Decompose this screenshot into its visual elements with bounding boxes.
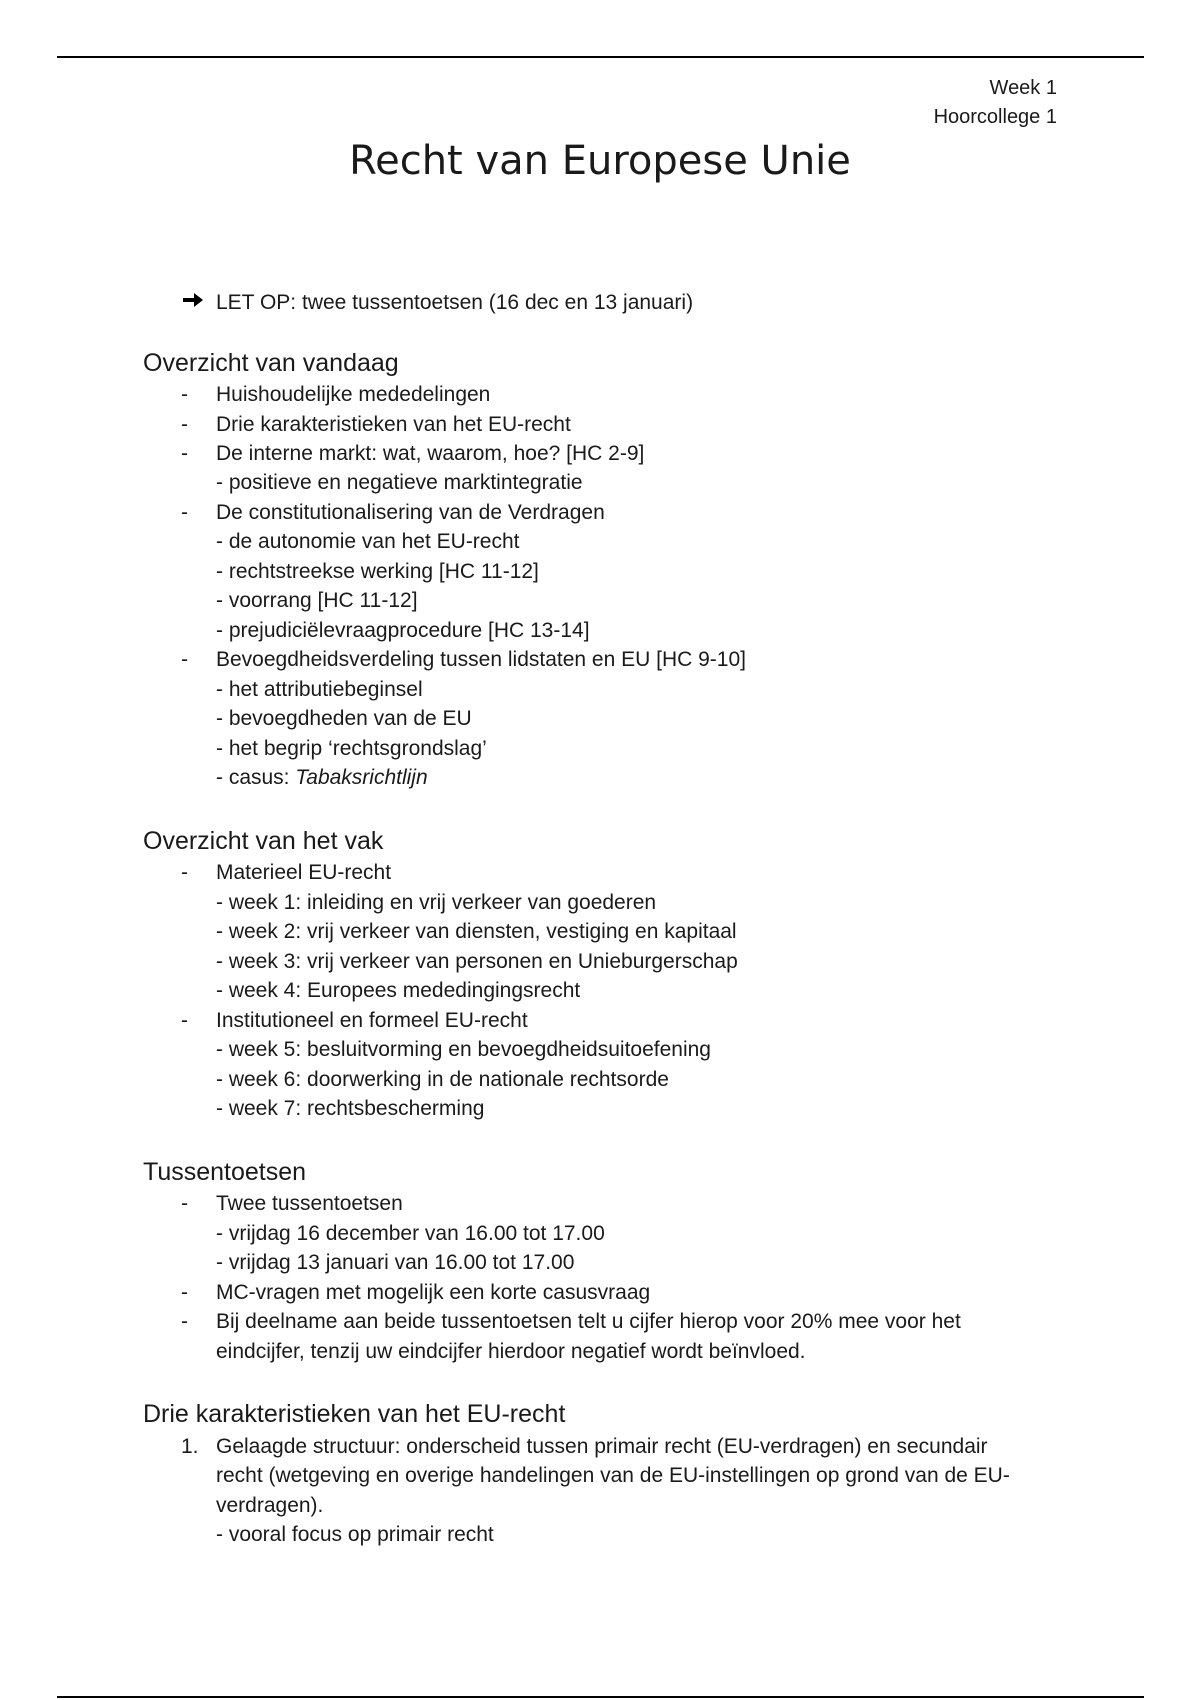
list-item: Drie karakteristieken van het EU-recht bbox=[216, 413, 571, 436]
sub-item: - voorrang [HC 11-12] bbox=[216, 589, 418, 612]
arrow-right-icon bbox=[183, 291, 203, 309]
list-item-continuation: verdragen). bbox=[216, 1494, 324, 1517]
list-item-continuation: eindcijfer, tenzij uw eindcijfer hierdoor negatief wordt beïnvloed. bbox=[216, 1340, 806, 1363]
sub-item: - week 5: besluitvorming en bevoegdheidsuitoefening bbox=[216, 1038, 711, 1061]
sub-item: - week 1: inleiding en vrij verkeer van goederen bbox=[216, 891, 657, 914]
week-label: Week 1 bbox=[989, 77, 1057, 99]
page-header bbox=[934, 74, 1057, 132]
sub-item: - het attributiebeginsel bbox=[216, 678, 423, 701]
list-item-continuation: recht (wetgeving en overige handelingen van de EU-instellingen op grond van de EU- bbox=[216, 1464, 1010, 1487]
sub-item: - week 3: vrij verkeer van personen en Unieburgerschap bbox=[216, 950, 738, 973]
sub-item: - rechtstreekse werking [HC 11-12] bbox=[216, 560, 539, 583]
bullet: - bbox=[181, 501, 188, 524]
casus-name: Tabaksrichtlijn bbox=[295, 766, 428, 789]
heading-vandaag: Overzicht van vandaag bbox=[143, 349, 399, 377]
bullet: - bbox=[181, 861, 188, 884]
heading-vak: Overzicht van het vak bbox=[143, 827, 384, 855]
sub-item: - week 4: Europees mededingingsrecht bbox=[216, 979, 581, 1002]
bottom-rule bbox=[57, 1696, 1144, 1698]
list-number: 1. bbox=[181, 1435, 199, 1458]
top-rule bbox=[57, 56, 1144, 58]
heading-karakteristieken: Drie karakteristieken van het EU-recht bbox=[143, 1400, 566, 1428]
note-text: LET OP: twee tussentoetsen (16 dec en 13 januari) bbox=[216, 291, 694, 314]
bullet: - bbox=[181, 383, 188, 406]
sub-item: - vrijdag 13 januari van 16.00 tot 17.00 bbox=[216, 1251, 575, 1274]
sub-item: - vrijdag 16 december van 16.00 tot 17.00 bbox=[216, 1222, 605, 1245]
bullet: - bbox=[181, 413, 188, 436]
sub-item: - week 2: vrij verkeer van diensten, vestiging en kapitaal bbox=[216, 920, 737, 943]
bullet: - bbox=[181, 1281, 188, 1304]
list-item: De constitutionalisering van de Verdragen bbox=[216, 501, 605, 524]
list-item: Bij deelname aan beide tussentoetsen telt u cijfer hierop voor 20% mee voor het bbox=[216, 1310, 961, 1333]
list-item: Bevoegdheidsverdeling tussen lidstaten en EU [HC 9-10] bbox=[216, 648, 746, 671]
bullet: - bbox=[181, 1009, 188, 1032]
sub-item: - positieve en negatieve marktintegratie bbox=[216, 471, 583, 494]
bullet: - bbox=[181, 1192, 188, 1215]
bullet: - bbox=[181, 442, 188, 465]
bullet: - bbox=[181, 648, 188, 671]
sub-item: - week 6: doorwerking in de nationale rechtsorde bbox=[216, 1068, 669, 1091]
heading-tussentoetsen: Tussentoetsen bbox=[143, 1158, 307, 1186]
casus-label: - casus: bbox=[216, 766, 296, 789]
list-item: De interne markt: wat, waarom, hoe? [HC 2-9] bbox=[216, 442, 645, 465]
bullet: - bbox=[181, 1310, 188, 1333]
list-item: Huishoudelijke mededelingen bbox=[216, 383, 491, 406]
lecture-label: Hoorcollege 1 bbox=[933, 106, 1057, 128]
sub-item-casus bbox=[216, 763, 428, 792]
sub-item: - prejudiciëlevraagprocedure [HC 13-14] bbox=[216, 619, 590, 642]
sub-item: - vooral focus op primair recht bbox=[216, 1523, 494, 1546]
list-item: Twee tussentoetsen bbox=[216, 1192, 403, 1215]
sub-item: - week 7: rechtsbescherming bbox=[216, 1097, 485, 1120]
sub-item: - het begrip ‘rechtsgrondslag’ bbox=[216, 737, 487, 760]
list-item: Materieel EU-recht bbox=[216, 861, 392, 884]
list-item: Gelaagde structuur: onderscheid tussen primair recht (EU-verdragen) en secundair bbox=[216, 1435, 988, 1458]
list-item: Institutioneel en formeel EU-recht bbox=[216, 1009, 528, 1032]
document-title: Recht van Europese Unie bbox=[349, 138, 851, 184]
sub-item: - de autonomie van het EU-recht bbox=[216, 530, 520, 553]
list-item: MC-vragen met mogelijk een korte casusvraag bbox=[216, 1281, 651, 1304]
sub-item: - bevoegdheden van de EU bbox=[216, 707, 472, 730]
